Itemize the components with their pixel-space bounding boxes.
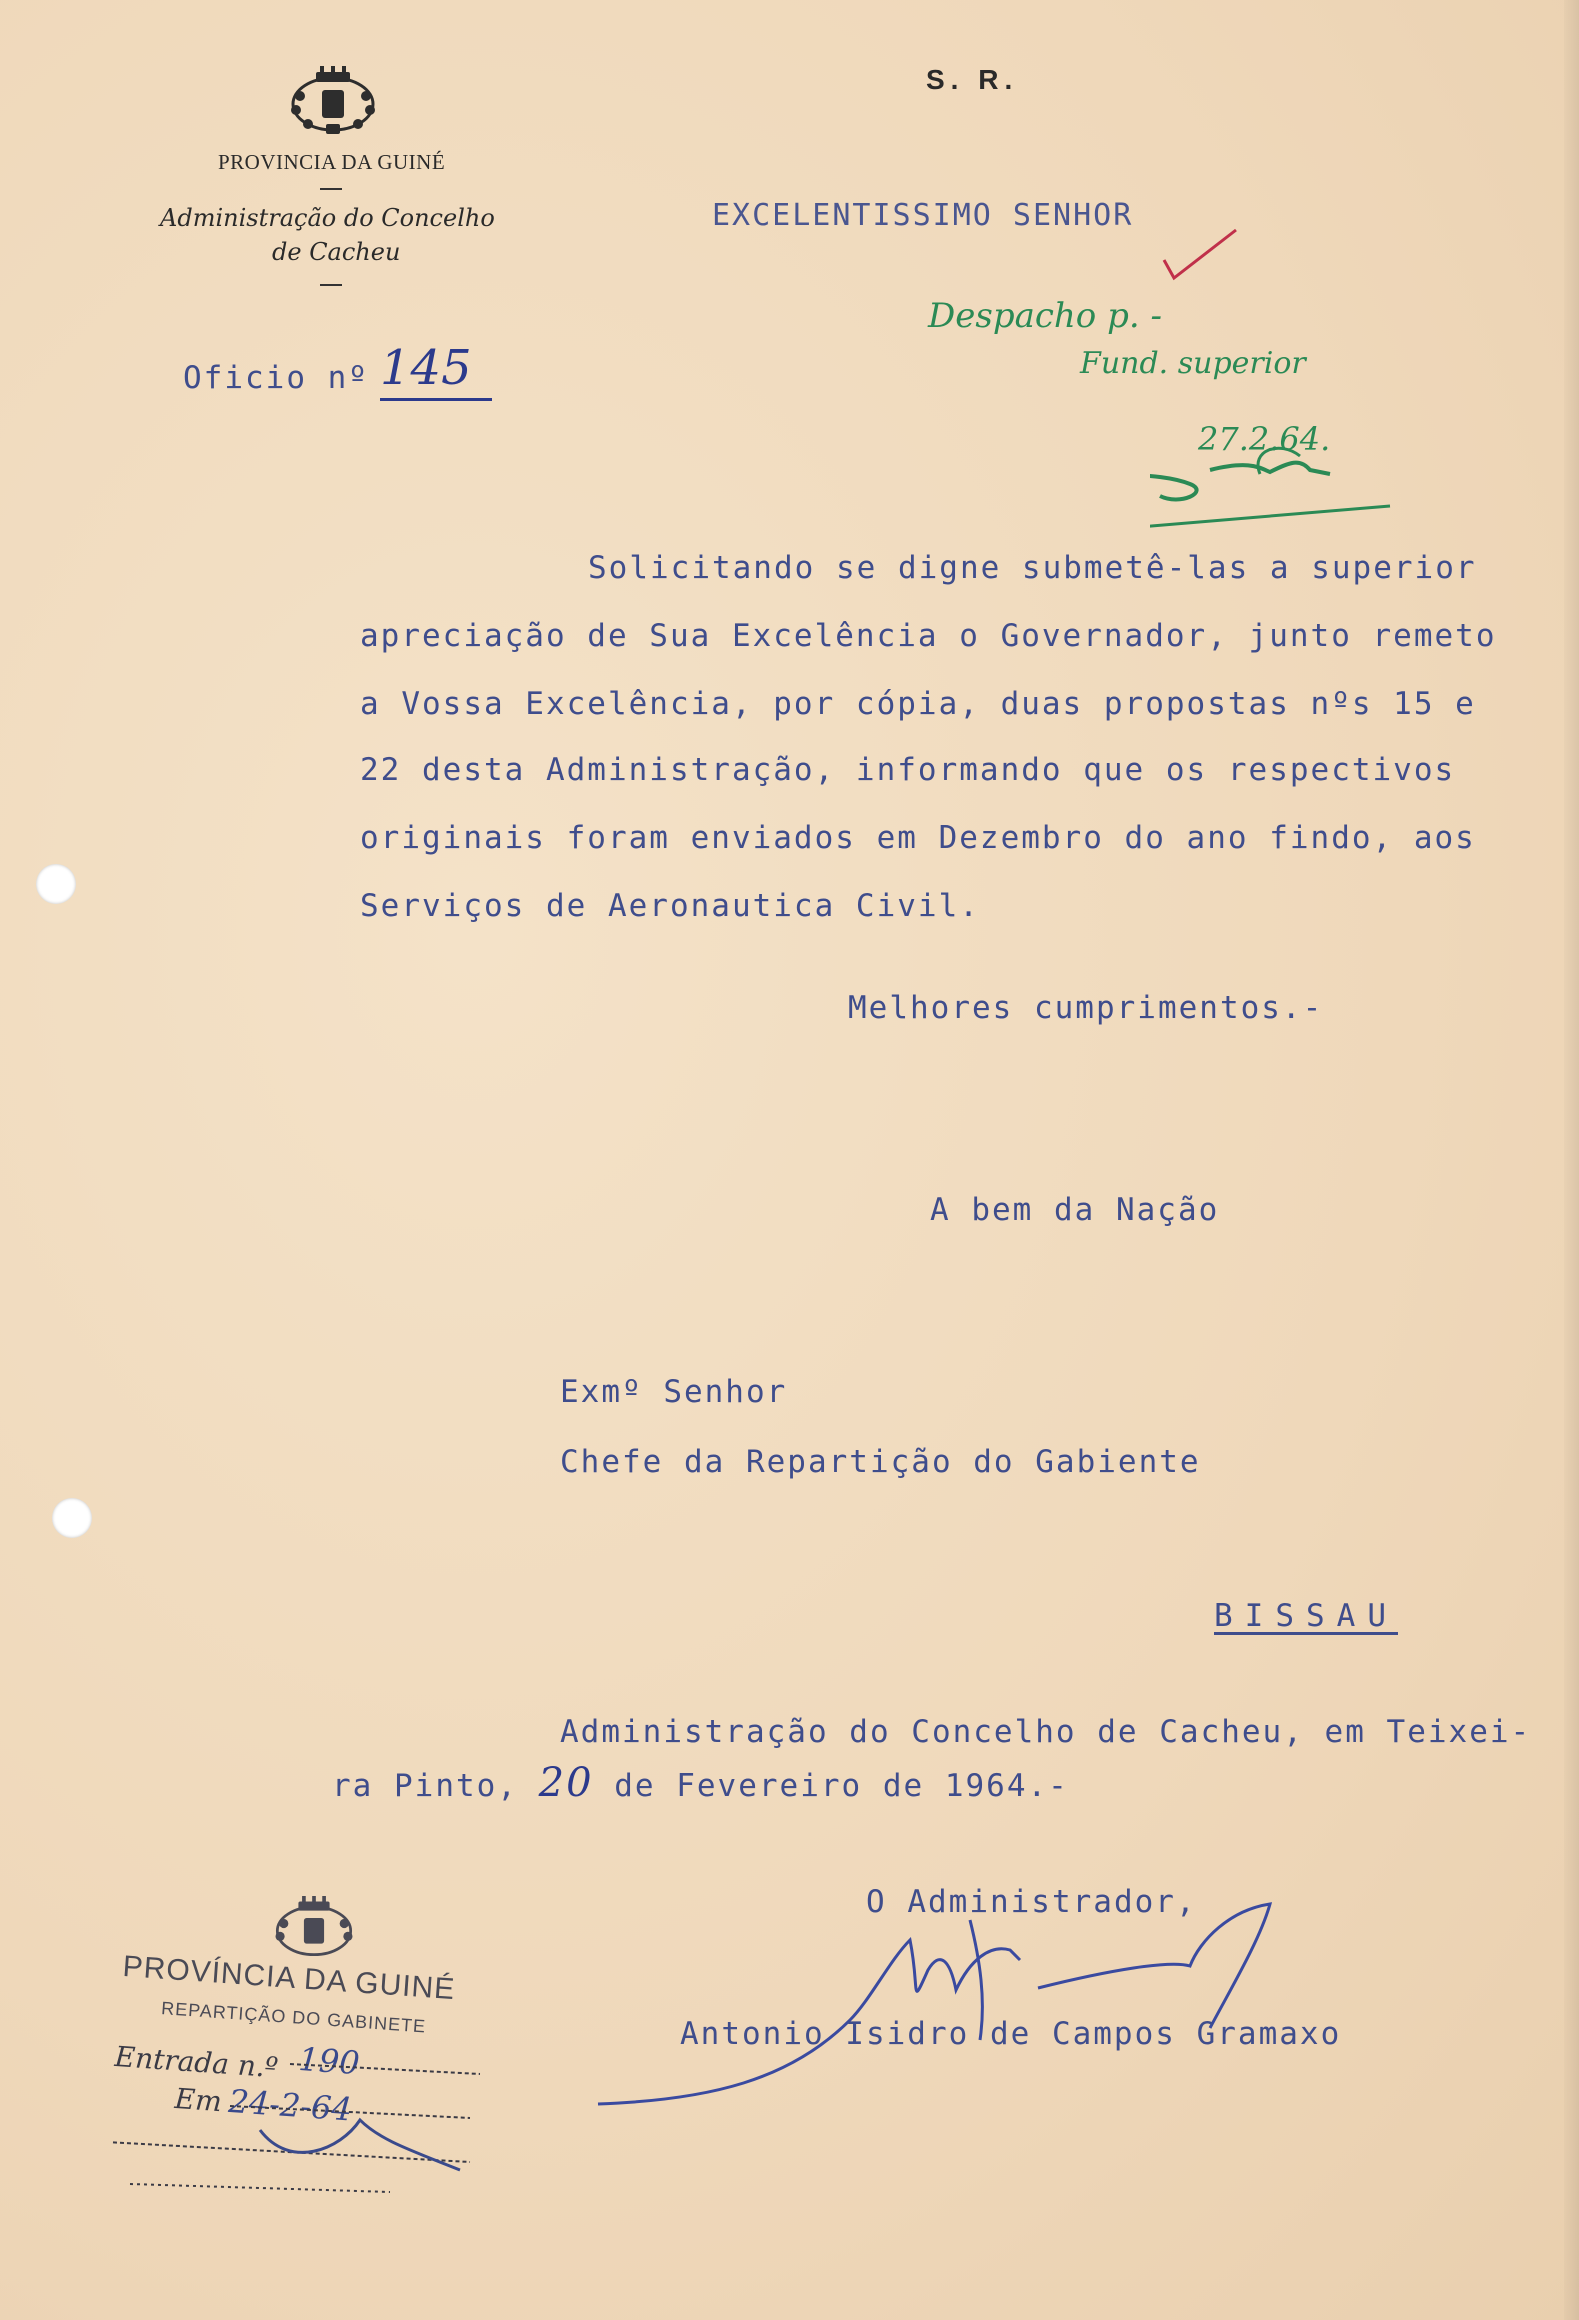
stamp-date-label: Em [173,2082,223,2119]
addressee-city: BISSAU [1214,1598,1398,1634]
stamp-entry-number: 190 [297,2040,361,2083]
dateline [332,1760,1069,1806]
despacho-date: 27.2.64. [1198,420,1331,458]
stamp-lines [110,1880,500,2200]
motto: A bem da Nação [930,1192,1220,1228]
stamp-province: PROVÍNCIA DA GUINÉ [121,1950,457,2007]
portuguese-crest-icon [286,66,380,138]
oficio-label: Oficio nº [183,360,369,396]
body-line: a Vossa Excelência, por cópia, duas propostas nºs 15 e [360,686,1476,722]
divider [320,284,342,286]
oficio-number: 145 [380,340,472,396]
oficio-underline [380,398,492,401]
stamp-date-value: 24-2-64 [227,2082,354,2129]
reference-mark: S. R. [926,64,1019,95]
page-edge-shadow [1564,0,1579,2320]
addressee-department: Chefe da Repartição do Gabiente [560,1444,1201,1480]
administration-name: Administração do Concelho [160,204,495,232]
administration-location: de Cacheu [272,238,401,266]
addressee-title: Exmº Senhor [560,1374,788,1410]
divider [320,188,342,190]
province-name: PROVINCIA DA GUINÉ [218,150,446,174]
green-signature [1150,410,1410,540]
body-line: Solicitando se digne submetê-las a superior [588,550,1477,586]
body-line: originais foram enviados em Dezembro do ano findo, aos [360,820,1476,856]
stamp-department: REPARTIÇÃO DO GABINETE [160,1998,427,2037]
signatory-title: O Administrador, [866,1884,1197,1920]
punch-hole [36,864,76,904]
dateline: Administração do Concelho de Cacheu, em Teixei- [560,1714,1532,1750]
check-icon [1160,226,1240,286]
salutation: EXCELENTISSIMO SENHOR [712,198,1134,233]
punch-hole [52,1498,92,1538]
dateline-prefix: ra Pinto, [332,1768,518,1804]
despacho-note: Fund. superior [1080,346,1306,381]
despacho-note: Despacho p. - [928,296,1162,336]
stamp-entry-label: Entrada n.º [113,2040,280,2085]
body-line: apreciação de Sua Excelência o Governador, junto remeto [360,618,1497,654]
handwritten-signature [590,1900,1290,2120]
body-line: Serviços de Aeronautica Civil. [360,888,980,924]
dateline-day: 20 [538,1760,594,1806]
closing-greeting: Melhores cumprimentos.- [848,990,1324,1026]
dateline-suffix: de Fevereiro de 1964.- [614,1768,1069,1804]
signatory-name: Antonio Isidro de Campos Gramaxo [680,2016,1342,2052]
body-line: 22 desta Administração, informando que os respectivos [360,752,1456,788]
